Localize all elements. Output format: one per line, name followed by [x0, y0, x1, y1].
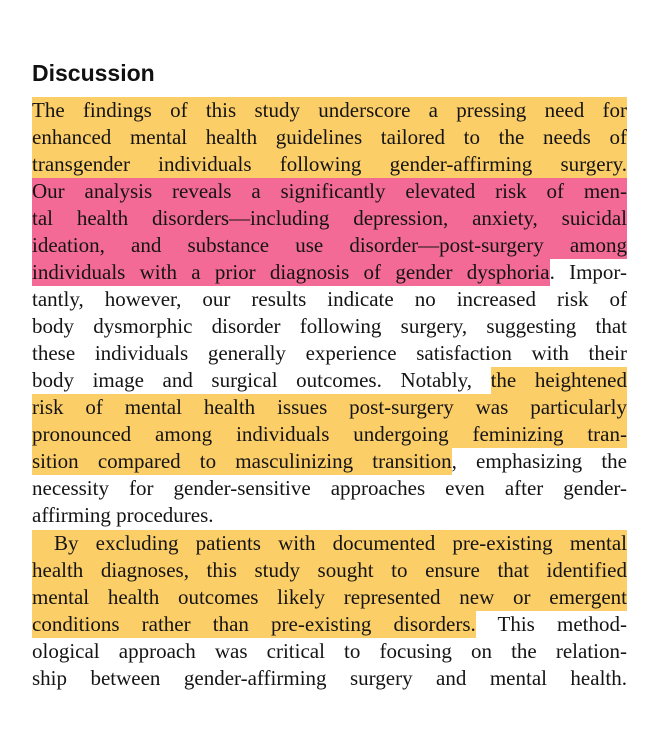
text-line	[32, 97, 627, 124]
plain-text: tantly, however, our results indicate no increased risk of	[32, 287, 627, 311]
text-line	[32, 611, 627, 638]
plain-text: body dysmorphic disorder following surgery, suggesting that	[32, 314, 627, 338]
text-line	[32, 665, 627, 692]
text-line	[32, 259, 627, 286]
text-line	[32, 530, 627, 557]
section-heading: Discussion	[32, 60, 155, 86]
yellow-highlight: health diagnoses, this study sought to ensure that identified	[32, 558, 627, 582]
text-line	[32, 367, 627, 394]
text-line	[32, 205, 627, 232]
yellow-highlight: pronounced among individuals undergoing feminizing tran-	[32, 422, 627, 446]
text-line	[32, 151, 627, 178]
text-line	[32, 340, 627, 367]
text-line	[32, 638, 627, 665]
plain-text: ological approach was critical to focusing on the relation-	[32, 639, 627, 663]
text-line	[32, 421, 627, 448]
yellow-highlight: The findings of this study underscore a pressing need for	[32, 98, 627, 122]
text-line	[32, 394, 627, 421]
yellow-highlight: transgender individuals following gender-affirming surgery.	[32, 152, 627, 176]
plain-text: ship between gender-affirming surgery and mental health.	[32, 666, 627, 690]
yellow-highlight: the heightened	[491, 367, 627, 394]
plain-text: , emphasizing the	[451, 449, 627, 473]
text-line	[32, 448, 627, 475]
text-line	[32, 232, 627, 259]
pink-highlight: tal health disorders—including depression, anxiety, suicidal	[32, 206, 627, 230]
text-line	[32, 584, 627, 611]
text-line	[32, 557, 627, 584]
plain-text: body image and surgical outcomes. Notably,	[32, 368, 491, 392]
text-line	[32, 502, 627, 529]
pink-highlight: individuals with a prior diagnosis of gender dysphoria	[32, 259, 550, 286]
text-line	[32, 313, 627, 340]
plain-text: necessity for gender-sensitive approaches even after gender-	[32, 476, 627, 500]
pink-highlight: Our analysis reveals a significantly elevated risk of men-	[32, 179, 627, 203]
yellow-highlight: mental health outcomes likely represented new or emergent	[32, 585, 627, 609]
yellow-highlight: risk of mental health issues post-surgery was particularly	[32, 395, 627, 419]
text-line	[32, 286, 627, 313]
text-line	[32, 124, 627, 151]
yellow-highlight: conditions rather than pre-existing disorders.	[32, 611, 476, 638]
yellow-highlight: enhanced mental health guidelines tailored to the needs of	[32, 125, 627, 149]
text-line	[32, 475, 627, 502]
plain-text: This method-	[475, 612, 627, 636]
pink-highlight: ideation, and substance use disorder—post-surgery among	[32, 233, 627, 257]
text-line	[32, 178, 627, 205]
yellow-highlight: sition compared to masculinizing transition	[32, 448, 452, 475]
yellow-highlight: By excluding patients with documented pre-existing mental	[54, 531, 627, 555]
plain-text: . Impor-	[549, 260, 627, 284]
plain-text: affirming procedures.	[32, 503, 214, 527]
plain-text: these individuals generally experience satisfaction with their	[32, 341, 627, 365]
